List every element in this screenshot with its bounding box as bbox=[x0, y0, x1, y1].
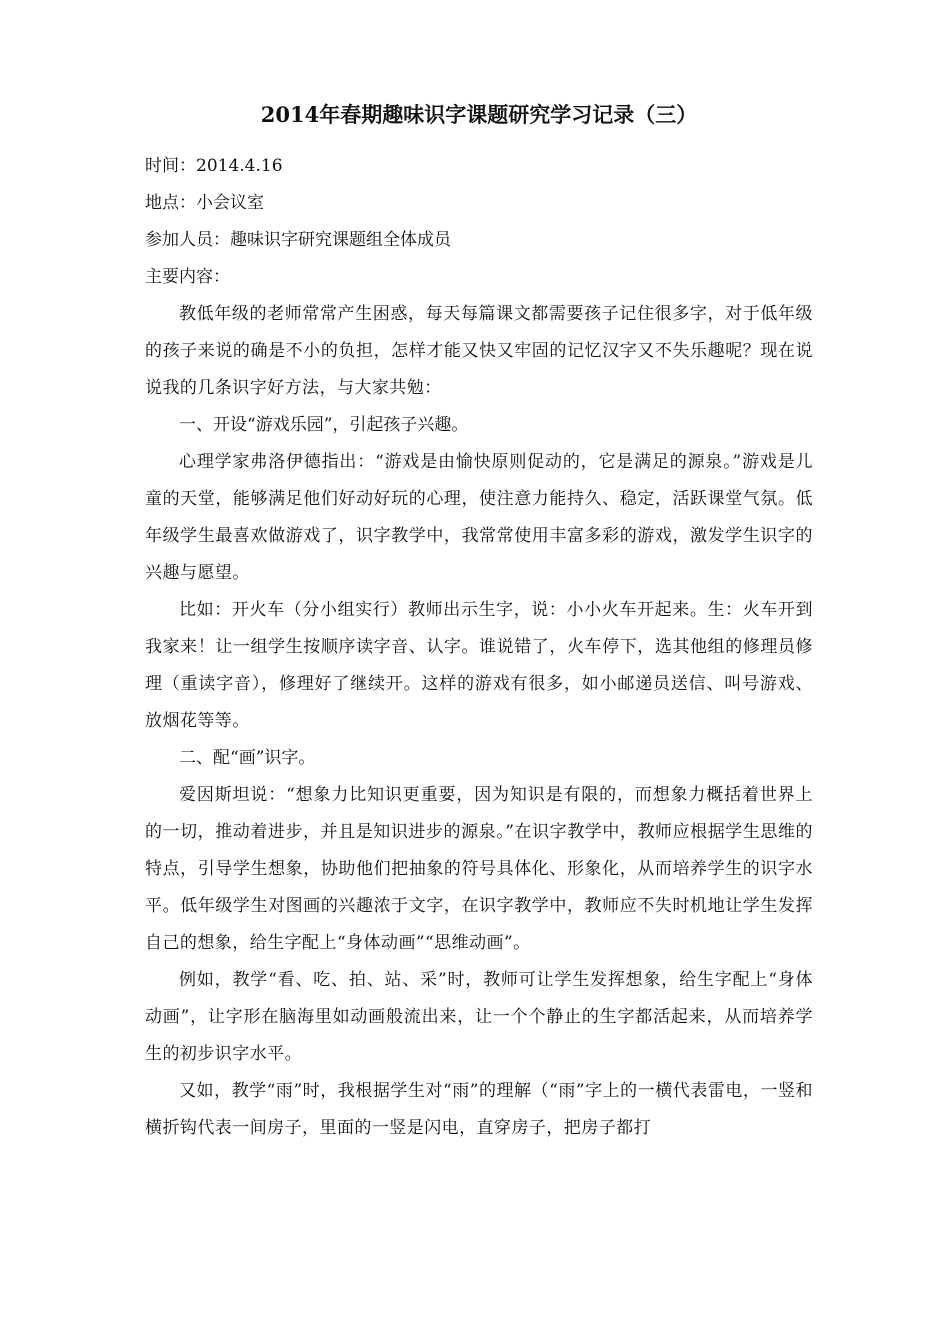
paragraph-einstein-quote: 爱因斯坦说：“想象力比知识更重要，因为知识是有限的，而想象力概括着世界上的一切，推动着进步，并且是知识进步的源泉。”在识字教学中，教师应根据学生思维的特点，引导学生想象，协助他们把抽象的符号具体化、形象化，从而培养学生的识字水平。低年级学生对图画的兴趣浓于文字，在识字教学中，教师应不失时机地让学生发挥自己的想象，给生字配上“身体动画”“思维动画”。 bbox=[145, 785, 813, 953]
meta-participants: 参加人员：趣味识字研究课题组全体成员 bbox=[145, 230, 451, 250]
paragraph-example-body-animation: 例如，教学“看、吃、拍、站、采”时，教师可让学生发挥想象，给生字配上“身体动画”，让字形在脑海里如动画般流出来，让一个个静止的生字都活起来，从而培养学生的初步识字水平。 bbox=[145, 970, 813, 1064]
meta-place: 地点：小会议室 bbox=[145, 193, 264, 213]
meta-time: 时间：2014.4.16 bbox=[145, 156, 283, 176]
meta-content-label: 主要内容： bbox=[145, 267, 230, 287]
paragraph-intro: 教低年级的老师常常产生困惑，每天每篇课文都需要孩子记住很多字，对于低年级的孩子来说的确是不小的负担，怎样才能又快又牢固的记忆汉字又不失乐趣呢？现在说说我的几条识字好方法，与大家共勉： bbox=[145, 304, 813, 398]
document-body bbox=[145, 100, 813, 1147]
section-heading-2: 二、配“画”识字。 bbox=[179, 748, 316, 768]
section-heading-1: 一、开设“游戏乐园”，引起孩子兴趣。 bbox=[179, 415, 469, 435]
paragraph-freud-quote: 心理学家弗洛伊德指出：“游戏是由愉快原则促动的，它是满足的源泉。”游戏是儿童的天堂，能够满足他们好动好玩的心理，使注意力能持久、稳定，活跃课堂气氛。低年级学生最喜欢做游戏了，识字教学中，我常常使用丰富多彩的游戏，激发学生识字的兴趣与愿望。 bbox=[145, 452, 813, 583]
paragraph-train-game: 比如：开火车（分小组实行）教师出示生字，说：小小火车开起来。生：火车开到我家来！让一组学生按顺序读字音、认字。谁说错了，火车停下，选其他组的修理员修理（重读字音），修理好了继续开。这样的游戏有很多，如小邮递员送信、叫号游戏、放烟花等等。 bbox=[145, 600, 813, 731]
paragraph-example-rain: 又如，教学“雨”时，我根据学生对“雨”的理解（“雨”字上的一横代表雷电，一竖和横折钩代表一间房子，里面的一竖是闪电，直穿房子，把房子都打 bbox=[145, 1081, 813, 1138]
document-title: 2014年春期趣味识字课题研究学习记录（三） bbox=[260, 102, 698, 127]
